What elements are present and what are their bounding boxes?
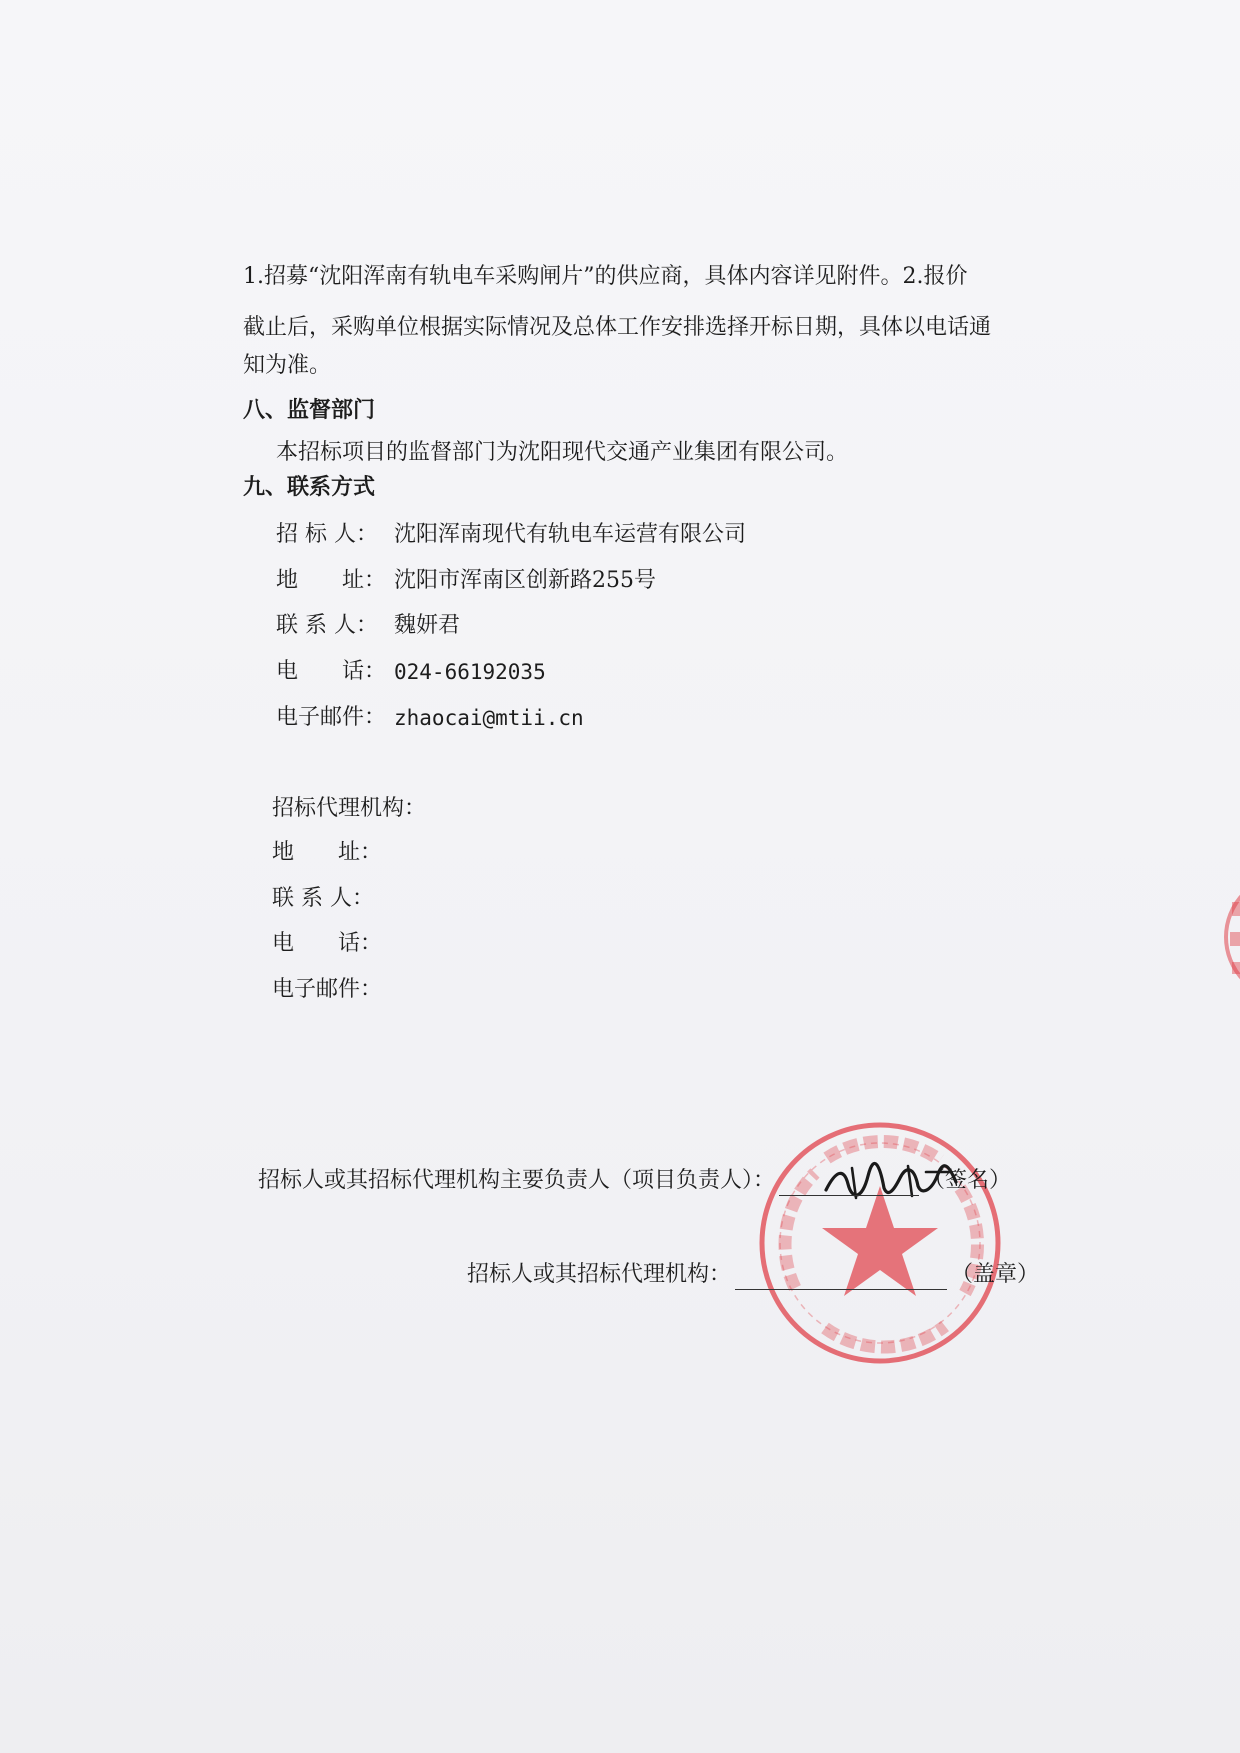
contact-email-row [276,703,584,733]
agency-email-label: 电子邮件： [272,977,383,1002]
notes-line-2: 截止后，采购单位根据实际情况及总体工作安排选择开标日期，具体以电话通 [243,315,992,340]
edge-seal-fragment [1218,862,1240,1012]
contact-phone-row [276,657,546,687]
contact-tenderer-value: 沈阳浑南现代有轨电车运营有限公司 [394,522,747,547]
responsible-label: 招标人或其招标代理机构主要负责人（项目负责人）： [258,1168,776,1193]
notes-line-3: 知为准。 [243,353,332,378]
agency-title: 招标代理机构： [272,796,427,821]
contact-person-row [276,611,460,641]
org-label: 招标人或其招标代理机构： [467,1262,732,1287]
contact-address-label: 地 址： [276,568,387,593]
notes-line-1: 1.招募“沈阳浑南有轨电车采购闸片”的供应商，具体内容详见附件。2.报价 [243,264,968,289]
section-heading-supervision: 八、监督部门 [243,398,376,423]
seal-icon [755,1118,1005,1368]
contact-phone-label: 电 话： [276,659,387,684]
edge-seal-icon [1218,862,1240,1012]
org-seal-row [467,1260,1039,1290]
contact-tenderer-label: 招 标 人： [276,522,378,547]
sign-note: （签名） [923,1168,1012,1193]
contact-tenderer-row [276,520,746,550]
seal-note: （盖章） [951,1262,1040,1287]
signature-line[interactable] [779,1171,919,1196]
contact-email-value[interactable]: zhaocai@mtii.cn [394,706,584,730]
supervision-text: 本招标项目的监督部门为沈阳现代交通产业集团有限公司。 [276,440,849,465]
contact-person-value: 魏妍君 [394,613,461,638]
agency-person-label: 联 系 人： [272,886,374,911]
contact-person-label: 联 系 人： [276,613,378,638]
contact-phone-value: 024-66192035 [394,660,546,684]
contact-address-value: 沈阳市浑南区创新路255号 [394,568,656,593]
contact-address-row [276,566,656,596]
section-heading-contact: 九、联系方式 [243,475,376,500]
official-seal [755,1118,1005,1368]
agency-address-label: 地 址： [272,840,383,865]
seal-line[interactable] [735,1265,947,1290]
responsible-signature-row [258,1166,1011,1196]
agency-phone-label: 电 话： [272,931,383,956]
contact-email-label: 电子邮件： [276,705,387,730]
